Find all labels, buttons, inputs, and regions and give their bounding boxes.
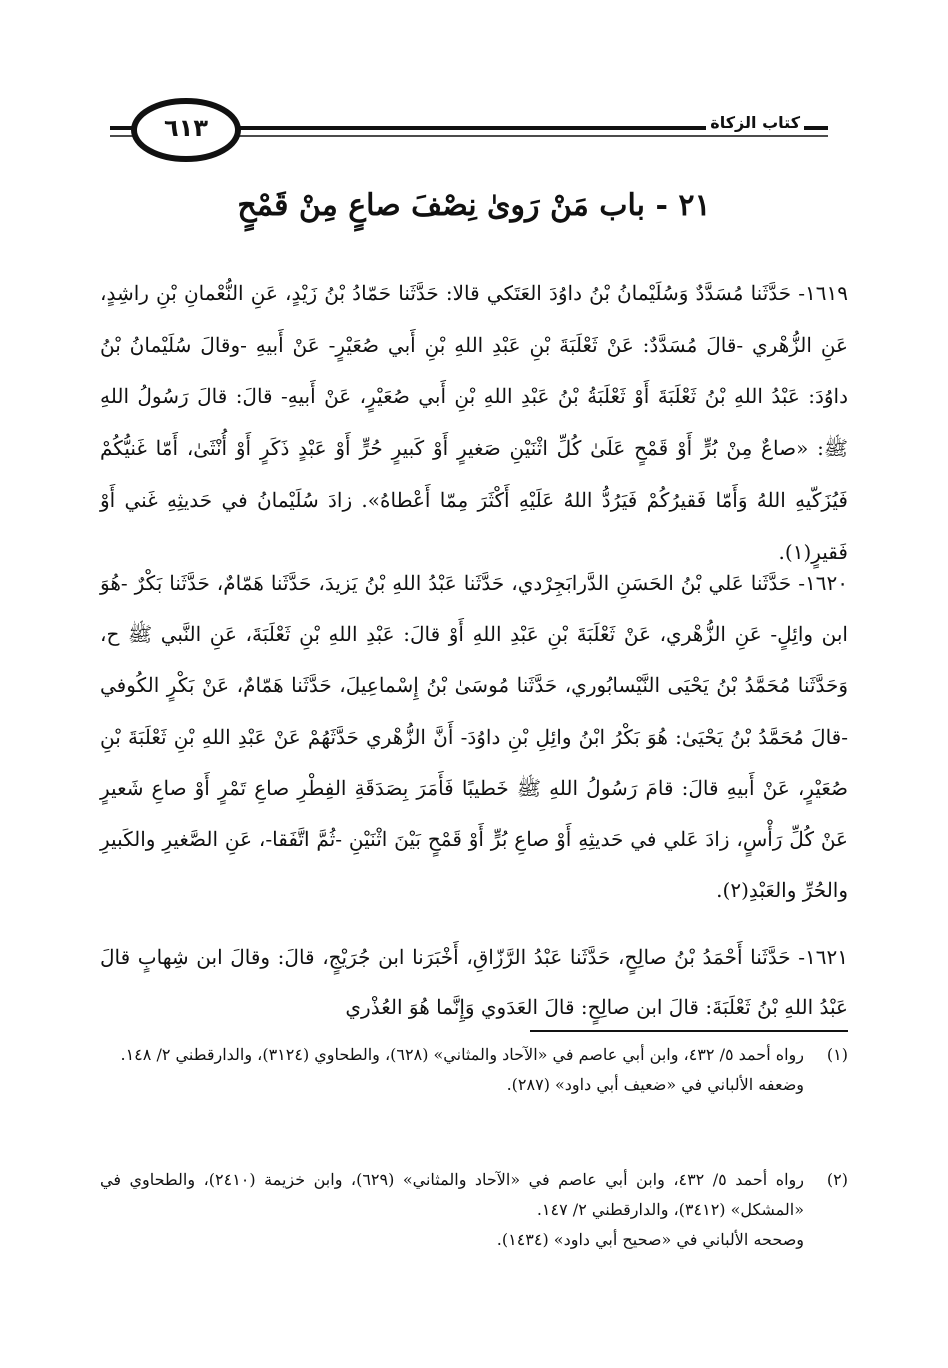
footnote-mark: (٢)	[826, 1170, 848, 1189]
footnote-2	[100, 1165, 848, 1255]
footnotes	[100, 1040, 848, 1255]
footnote-grading: وضعفه الألباني في «ضعيف أبي داود» (٢٨٧).	[506, 1075, 804, 1094]
footnote-text: رواه أحمد ٥/ ٤٣٢، وابن أبي عاصم في «الآحاد والمثاني» (٦٢٩)، وابن خزيمة (٢٤١٠)، والطحاوي في «المشكل» (٣٤١٢)، والدارقطني ٢/ ١٤٧.	[100, 1170, 805, 1219]
hadith-1620: ١٦٢٠- حَدَّثَنا عَلي بْنُ الحَسَنِ الدَّرابَجِرْدي، حَدَّثَنا عَبْدُ اللهِ بْنُ يَزيدَ، حَدَّثَنا هَمّامٌ، حَدَّثَنا بَكْرٌ -هُوَ ابن وائِلٍ- عَنِ الزُّهْري، عَنْ ثَعْلَبَةَ بْنِ عَبْدِ اللهِ أَوْ قالَ: عَبْدِ اللهِ بْنِ ثَعْلَبَةَ، عَنِ النَّبي ﷺ ح، وَحَدَّثَنا مُحَمَّدُ بْنُ يَحْيَى النَّيْسابُوري، حَدَّثَنا مُوسَىٰ بْنُ إِسْماعِيلَ، حَدَّثَنا هَمّامٌ، عَنْ بَكْرٍ الكُوفي -قالَ مُحَمَّدُ بْنُ يَحْيَىٰ: هُوَ بَكْرُ ابْنُ وائِلِ بْنِ داوُدَ- أَنَّ الزُّهْري حَدَّثَهُمْ عَنْ عَبْدِ اللهِ بْنِ ثَعْلَبَةَ بْنِ صُعَيْرٍ، عَنْ أَبيهِ قالَ: قامَ رَسُولُ اللهِ ﷺ خَطيبًا فَأَمَرَ بِصَدَقَةِ الفِطْرِ صاعِ تَمْرٍ أَوْ صاعِ شَعيرٍ عَنْ كُلِّ رَأْسٍ، زادَ عَلي في حَديثِهِ أَوْ صاعِ بُرٍّ أَوْ قَمْحٍ بَيْنَ اثْنَيْنِ -ثُمَّ اتَّفَقا-، عَنِ الصَّغيرِ والكَبيرِ والحُرِّ والعَبْدِ(٢).	[100, 571, 848, 903]
footnote-1	[100, 1040, 848, 1165]
footnote-grading: وصححه الألباني في «صحيح أبي داود» (١٤٣٤).	[496, 1230, 804, 1249]
footnote-text: رواه أحمد ٥/ ٤٣٢، وابن أبي عاصم في «الآحاد والمثاني» (٦٢٨)، والطحاوي (٣١٢٤)، والدارقطني ٢/ ١٤٨.	[120, 1045, 804, 1064]
footnote-mark: (١)	[826, 1045, 848, 1064]
footnote-divider	[530, 1030, 848, 1032]
book-title: كتاب الزكاة	[706, 113, 804, 132]
page-number: ٦١٣	[164, 114, 208, 142]
page-header	[100, 96, 848, 164]
chapter-title: ٢١ - باب مَنْ رَوىٰ نِصْفَ صاعٍ مِنْ قَمْحٍ	[237, 188, 711, 223]
hadith-1619: ١٦١٩- حَدَّثَنا مُسَدَّدٌ وَسُلَيْمانُ بْنُ داوُدَ العَتَكي قالا: حَدَّثَنا حَمّادُ بْنُ زَيْدٍ، عَنِ النُّعْمانِ بْنِ راشِدٍ، عَنِ الزُّهْري -قالَ مُسَدَّدٌ: عَنْ ثَعْلَبَةَ بْنِ عَبْدِ اللهِ بْنِ أَبي صُعَيْرٍ- عَنْ أَبيهِ -وقالَ سُلَيْمانُ بْنُ داوُدَ: عَبْدُ اللهِ بْنُ ثَعْلَبَةَ أَوْ ثَعْلَبَةُ بْنُ عَبْدِ اللهِ بْنِ أَبي صُعَيْرٍ، عَنْ أَبيهِ- قالَ: قالَ رَسُولُ اللهِ ﷺ: «صاعٌ مِنْ بُرٍّ أَوْ قَمْحٍ عَلَىٰ كُلِّ اثْنَيْنِ صَغيرٍ أَوْ كَبيرٍ حُرٍّ أَوْ عَبْدٍ ذَكَرٍ أَوْ أُنْثَىٰ، أَمّا غَنيُّكُمْ فَيُزَكّيهِ اللهُ وَأَمّا فَقيرُكُمْ فَيَرُدُّ اللهُ عَلَيْهِ أَكْثَرَ مِمّا أَعْطاهُ». زادَ سُلَيْمانُ في حَديثِهِ غَني أَوْ فَقيرٍ(١).	[100, 281, 848, 564]
hadith-1621: ١٦٢١- حَدَّثَنا أَحْمَدُ بْنُ صالِحٍ، حَدَّثَنا عَبْدُ الرَّزّاقِ، أَخْبَرَنا ابن جُرَيْجٍ، قالَ: وقالَ ابن شِهابٍ قالَ عَبْدُ اللهِ بْنُ ثَعْلَبَةَ: قالَ ابن صالِحٍ: قالَ العَدَوي وَإِنَّما هُوَ العُذْري	[100, 945, 848, 1019]
